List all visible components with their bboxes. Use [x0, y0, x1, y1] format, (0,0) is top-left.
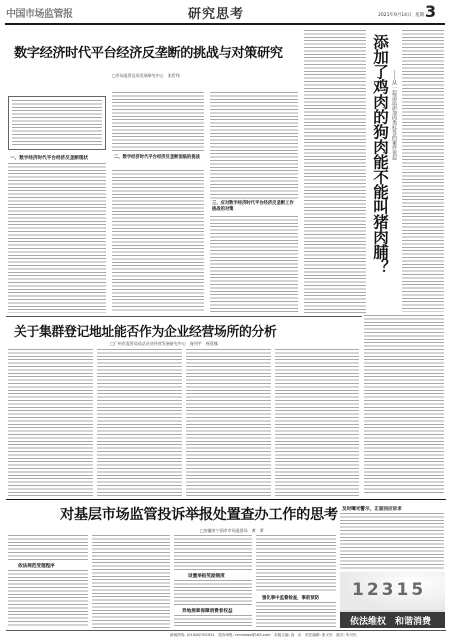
paper-name: 中国市场监管报	[6, 9, 73, 20]
ad-slogan: 依法维权 和谐消费	[350, 617, 432, 627]
article2-col-a	[402, 30, 444, 170]
article4-col5-text	[340, 513, 444, 569]
article4-col4-text-b	[256, 602, 336, 628]
article4-col3-text-b	[174, 580, 252, 606]
ad-12315-banner	[340, 572, 445, 628]
article2-title: 添加了鸡肉的狗肉能不能叫猪肉脯？	[371, 34, 390, 274]
article4-col2-text	[92, 535, 170, 628]
article3-col4-text	[275, 349, 359, 496]
page-number: 3	[425, 2, 437, 21]
ad-number: 12315	[352, 580, 427, 600]
ad-slogan-bar	[340, 612, 445, 628]
article1-heading-3: 三、应对数字经济时代平台经济反垄断工作挑战的对策	[212, 201, 294, 212]
date-text: 2021年9月14日	[378, 13, 412, 18]
divider-1	[6, 316, 362, 317]
article1-title: 数字经济时代平台经济反垄断的挑战与对策研究	[14, 46, 283, 61]
article1-heading-2: 二、数字经济时代平台经济反垄断面临的挑战	[114, 155, 200, 160]
article4-col4-text-a	[256, 535, 336, 593]
article4-byline: □安徽省宁国市市场监督局 黄 霄	[200, 528, 264, 533]
article3-col1-text	[8, 349, 93, 496]
footer-rule	[6, 630, 446, 631]
article2-subtitle: ——从一起违法添加肉类标签的案件说起	[391, 70, 397, 160]
article1-col1-text	[8, 163, 106, 313]
article1-byline: □市场监管总局发展研究中心 张哲纬	[112, 73, 180, 78]
article4-col1-text-a	[8, 535, 88, 561]
footer-info: 新闻热线: (010)82702021 投诉举报: cmrnews@163.com 本版主编: 高 乐 责任编辑: 张义民 版式: 朱可杰	[170, 633, 357, 637]
article1-heading-1: 一、数字经济时代平台经济反垄断现状	[10, 156, 89, 161]
article4-heading-1: 依法规范受理程序	[18, 564, 55, 569]
masthead-rule	[5, 23, 445, 25]
article2-col-b	[402, 172, 444, 312]
article2-col-c	[364, 315, 444, 495]
article4-heading-6: 及时曝光警示，正面回应诉求	[342, 507, 402, 512]
article1-col4-text	[304, 30, 366, 313]
article3-byline: □广州市监管局局总站业经营发展研究中心 庞列平 杨蔡娜	[110, 341, 218, 346]
article4-heading-4: 强化事中监督检查，事前预防	[262, 596, 320, 601]
article1-col3-text-a	[210, 92, 298, 200]
article1-col2-text-b	[112, 170, 204, 313]
article3-title: 关于集群登记地址能否作为企业经营场所的分析	[14, 325, 277, 340]
section-label: 研究思考	[188, 7, 245, 22]
article1-summary-text	[12, 100, 102, 146]
article3-col3-text	[186, 349, 271, 496]
article4-col3-text-c	[174, 615, 252, 628]
weekday-text: 星期二	[414, 13, 429, 18]
article1-summary-box	[8, 96, 106, 150]
article1-col2-text-a	[112, 92, 204, 152]
article4-title: 对基层市场监管投诉举报处置查办工作的思考	[60, 507, 338, 523]
issue-date	[378, 12, 428, 18]
article3-col2-text	[97, 349, 182, 496]
article4-col1-text-b	[8, 570, 88, 628]
article1-col3-text-b	[210, 216, 298, 313]
divider-2	[6, 499, 446, 500]
article4-heading-5: 异地规章保障消费者权益	[182, 609, 233, 614]
article4-col3-text-a	[174, 535, 252, 571]
article4-heading-2: 设置举报奖励制度	[188, 574, 225, 579]
